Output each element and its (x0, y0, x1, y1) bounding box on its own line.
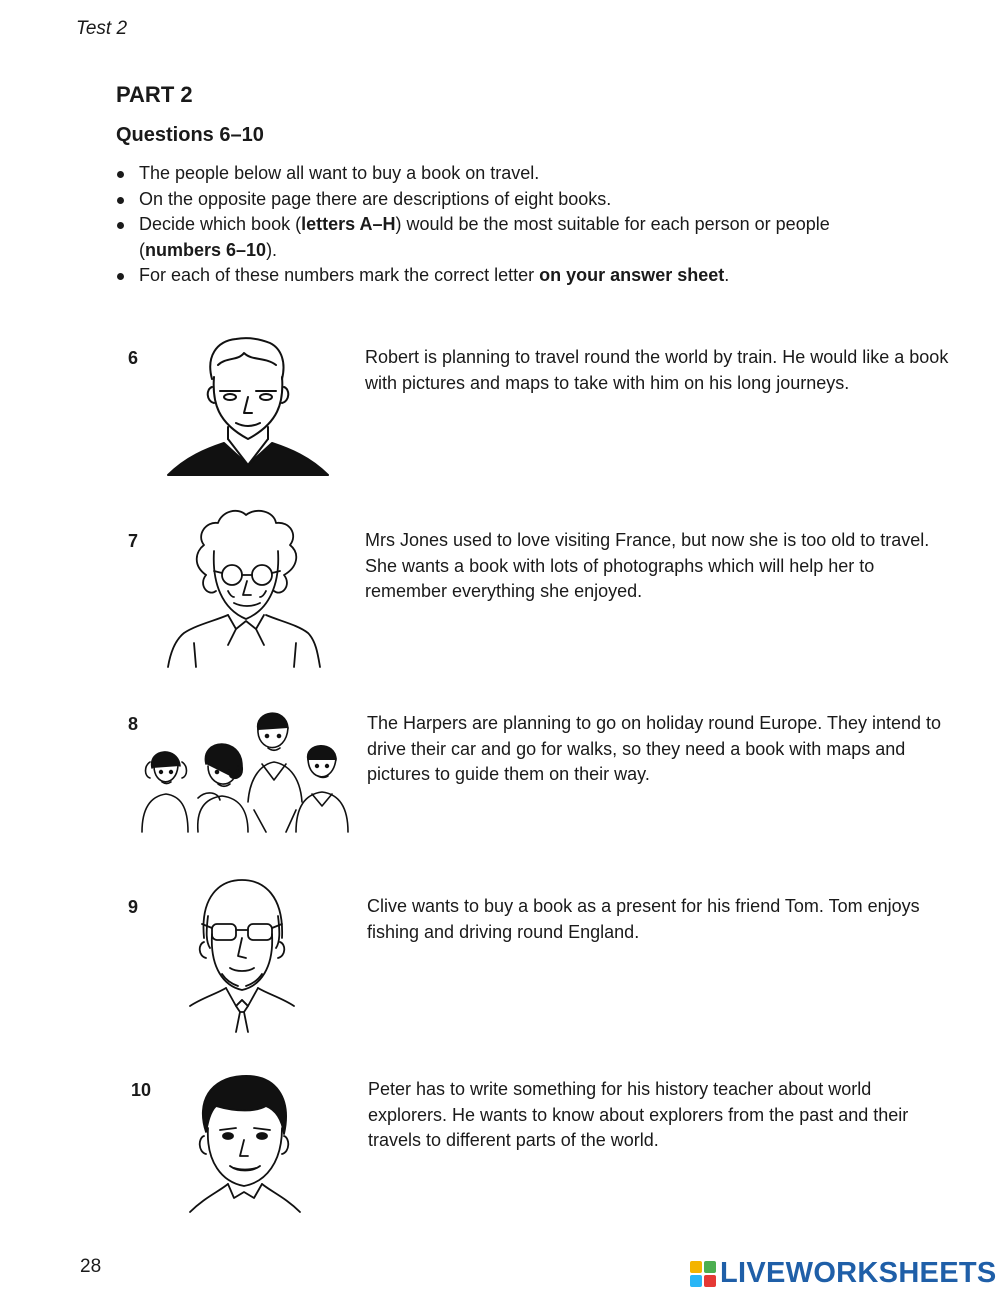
logo-tile (690, 1261, 702, 1273)
question-text: Mrs Jones used to love visiting France, but now she is too old to travel. She wants a book with lots of photographs which will help her to remember everything she enjoyed. (365, 530, 930, 601)
question-number: 9 (128, 897, 139, 917)
logo-tile (690, 1275, 702, 1287)
logo-tile (704, 1275, 716, 1287)
question-number: 8 (128, 714, 139, 734)
question-number: 7 (128, 531, 139, 551)
questions-title: Questions 6–10 (116, 124, 264, 146)
liveworksheets-logo[interactable] (690, 1257, 997, 1290)
instruction-emphasis: on your answer sheet (539, 265, 725, 285)
instruction-emphasis: letters A–H (301, 214, 396, 234)
instruction-item (116, 212, 836, 263)
instruction-item (116, 263, 836, 289)
instruction-text: ) would be the most suitable for each person or people ( (139, 214, 830, 260)
running-head: Test 2 (76, 18, 128, 39)
instruction-item (116, 187, 836, 213)
question-number: 10 (131, 1080, 152, 1100)
instruction-text: . (724, 265, 730, 285)
family-portrait (136, 706, 352, 836)
logo-tile (704, 1261, 716, 1273)
elderly-woman-portrait (166, 505, 324, 670)
part-title: PART 2 (116, 82, 193, 107)
instruction-emphasis: numbers 6–10 (145, 239, 267, 260)
question-number: 6 (128, 348, 139, 368)
instruction-text: ). (266, 239, 278, 260)
boy-portrait (186, 1072, 304, 1222)
instruction-text: For each of these numbers mark the correct letter (139, 265, 540, 285)
instruction-item (116, 161, 836, 187)
older-man-portrait (186, 876, 296, 1034)
question-text: Peter has to write something for his history teacher about world explorers. He wants to know about explorers from the past and their travels to different parts of the world. (368, 1079, 909, 1150)
instruction-text: Decide which book ( (139, 214, 302, 234)
question-text: Clive wants to buy a book as a present for his friend Tom. Tom enjoys fishing and driving round England. (367, 896, 920, 942)
instruction-text: On the opposite page there are descriptions of eight books. (139, 188, 612, 209)
instructions-list (116, 161, 836, 289)
question-text: Robert is planning to travel round the world by train. He would like a book with pictures and maps to take with him on his long journeys. (365, 347, 949, 393)
question-text: The Harpers are planning to go on holiday round Europe. They intend to drive their car and go for walks, so they need a book with maps and pictures to guide them on their way. (367, 713, 942, 784)
brand-name: LIVEWORKSHEETS (720, 1257, 997, 1289)
instruction-text: The people below all want to buy a book on travel. (139, 163, 540, 183)
young-man-portrait (166, 335, 330, 477)
page-number: 28 (80, 1256, 102, 1277)
liveworksheets-icon (690, 1261, 716, 1287)
